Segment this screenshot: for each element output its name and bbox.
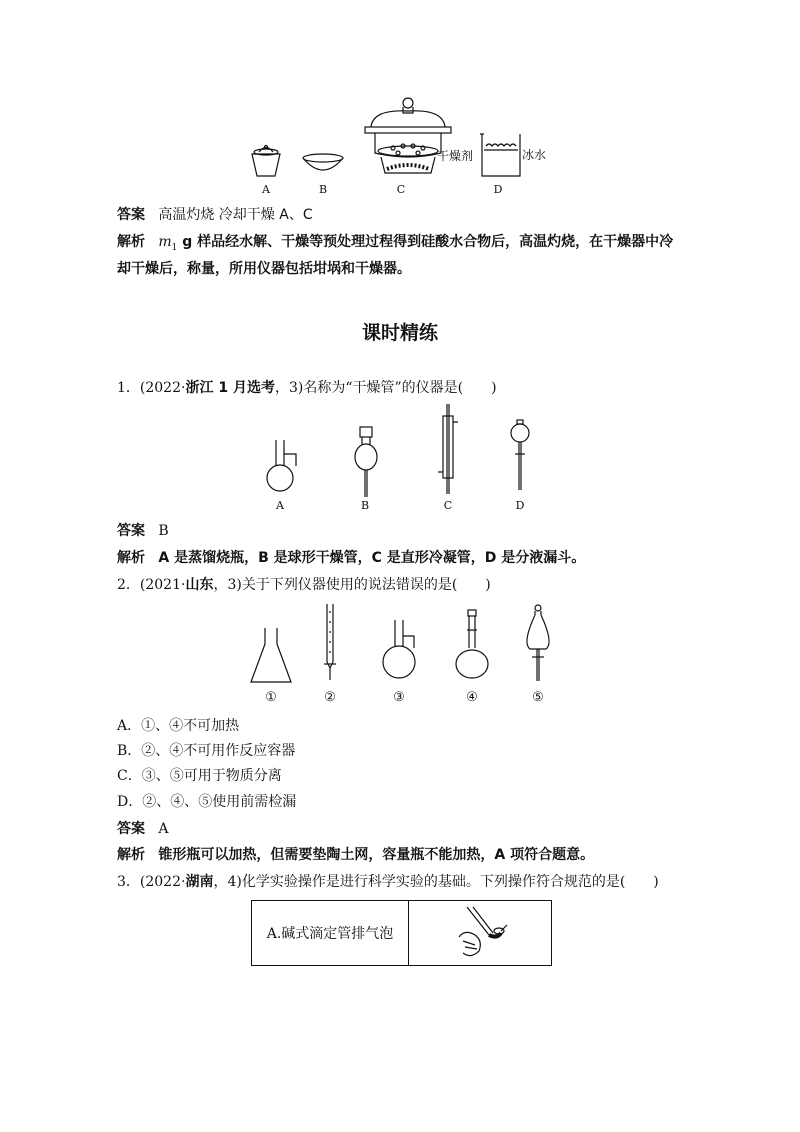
analysis-tag: 解析 [117,234,145,250]
q1-label-d: D [515,499,525,512]
q2-stem-prefix: 2．(2021· [117,577,186,593]
q3-options-table [251,900,552,966]
pear-separatory-funnel-icon [518,603,558,685]
crucible-icon [246,140,286,180]
round-flask-icon [378,618,422,682]
mass-symbol: m [158,234,172,250]
q1-analysis-tag: 解析 [117,550,145,566]
straight-condenser-icon [436,402,460,497]
analysis-top-text1: g 样品经水解、干燥等预处理过程得到硅酸水合物后，高温灼烧，在干燥器中冷 [177,234,674,250]
q1-answer-tag: 答案 [117,523,145,539]
evaporating-dish-icon [301,148,345,178]
separatory-funnel-icon [506,418,534,493]
q2-answer-tag: 答案 [117,821,145,837]
q2-option-c: C．③、⑤可用于物质分离 [117,768,282,784]
answer-tag: 答案 [117,207,145,223]
q2-answer-text: A [158,821,169,837]
q2-analysis [117,845,594,865]
ice-water-beaker-icon [478,132,524,178]
q1-analysis-text: A 是蒸馏烧瓶，B 是球形干燥管，C 是直形冷凝管，D 是分液漏斗。 [158,550,586,566]
mass-subscript: 1 [171,242,178,253]
fig-top-label-d: D [493,183,503,196]
burette-bubble-removal-icon [449,905,519,961]
q3-stem [117,872,659,892]
q3-source: 湖南 [185,874,214,890]
q2-label-4: ④ [466,690,478,705]
q2-analysis-tag: 解析 [117,847,145,863]
distillation-flask-icon [262,438,302,498]
section-title: 课时精练 [361,322,438,344]
q2-option-d: D．②、④、⑤使用前需检漏 [117,794,297,810]
burette-icon [320,602,340,684]
q1-stem [117,378,497,398]
conical-flask-icon [248,626,294,686]
desiccator-icon [363,95,453,180]
q2-label-2: ② [324,690,336,705]
q2-source: 山东 [185,577,214,593]
q1-analysis [117,548,585,568]
answer-text: 高温灼烧 冷却干燥 A、C [158,207,313,223]
q2-label-3: ③ [393,690,405,705]
q1-stem-prefix: 1．(2022· [117,380,186,396]
q2-stem-suffix: ，3)关于下列仪器使用的说法错误的是( ) [213,577,491,593]
q3-stem-prefix: 3．(2022· [117,874,186,890]
q3-option-a-image-cell [409,901,552,966]
q1-label-a: A [276,499,284,512]
desiccant-label: 干燥剂 [437,149,474,163]
fig-top-label-b: B [318,183,328,196]
q2-option-a: A．①、④不可加热 [117,718,240,734]
q2-option-b: B．②、④不可用作反应容器 [117,743,296,759]
q1-label-c: C [443,499,453,512]
analysis-top-line2: 却干燥后，称量，所用仪器包括坩埚和干燥器。 [117,261,411,277]
volumetric-flask-icon [452,608,492,682]
drying-tube-icon [349,425,383,500]
q2-analysis-text: 锥形瓶可以加热，但需要垫陶土网，容量瓶不能加热，A 项符合题意。 [158,847,595,863]
q1-stem-suffix: ，3)名称为“干燥管”的仪器是( ) [274,380,497,396]
q2-label-1: ① [265,690,277,705]
q3-stem-suffix: ，4)化学实验操作是进行科学实验的基础。下列操作符合规范的是( ) [213,874,659,890]
fig-top-label-a: A [262,183,270,196]
q1-source: 浙江 1 月选考 [185,380,275,396]
q2-answer [117,819,168,839]
q3-option-a-label-cell [252,901,409,966]
analysis-top-line1 [117,232,673,258]
q2-label-5: ⑤ [532,690,544,705]
q3-option-a-label: A.碱式滴定管排气泡 [266,926,394,942]
q2-stem [117,575,491,595]
fig-top-label-c: C [396,183,406,196]
q1-answer [117,521,169,541]
answer-top [117,205,313,225]
ice-water-label: 冰水 [522,148,547,162]
q1-label-b: B [360,499,370,512]
q1-answer-text: B [158,523,169,539]
